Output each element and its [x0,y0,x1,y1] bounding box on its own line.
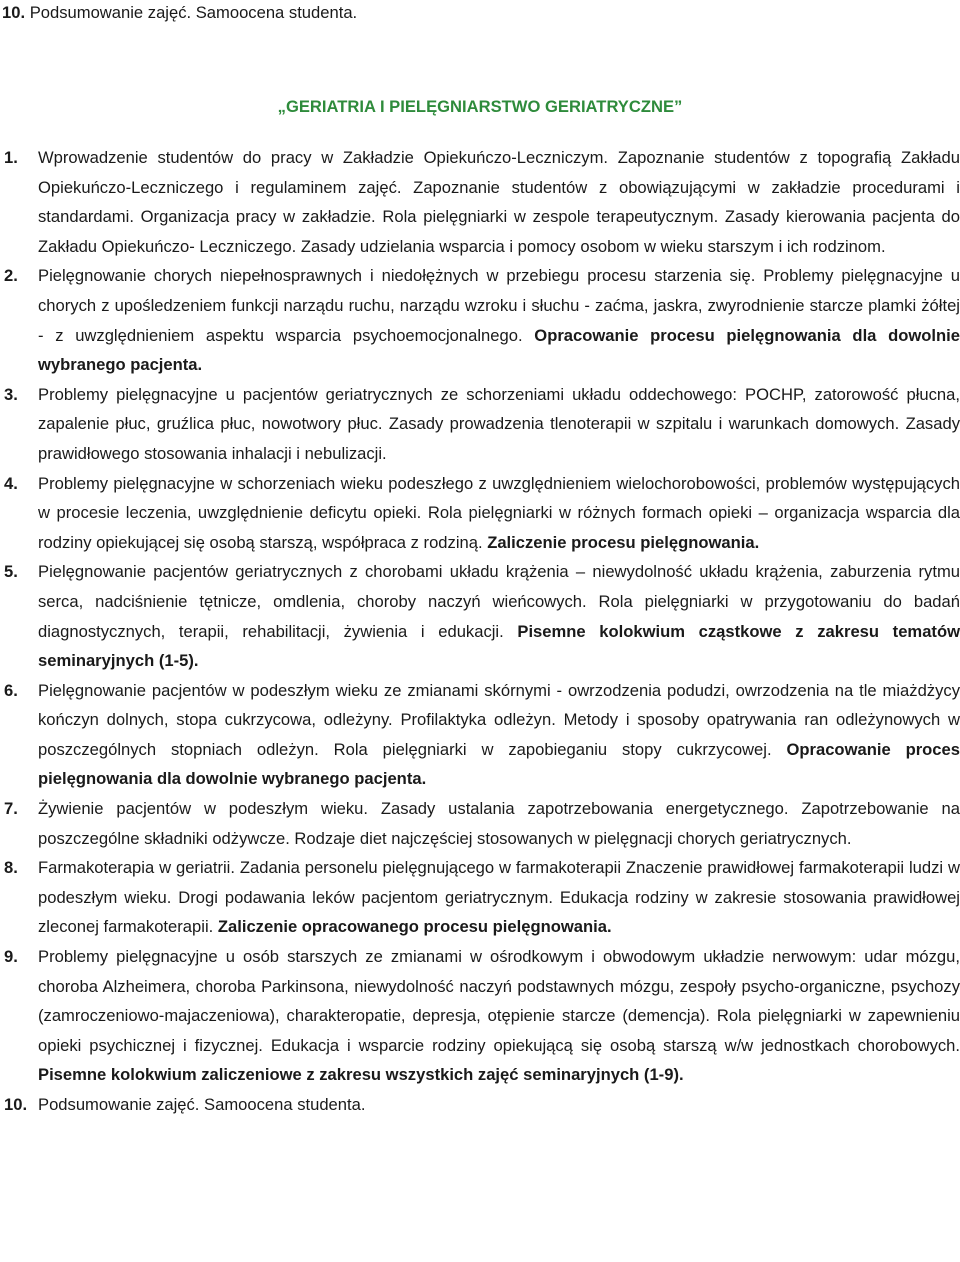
list-item-plain-text: Problemy pielęgnacyjne w schorzeniach wieku podeszłego z uwzględnieniem wielochorobowości, problemów występujących w procesie leczenia, uwzględnienie deficytu opieki. Rola pielęgniarki w różnych formach opieki – organizacja wsparcia dla rodziny opiekującej się osobą starszą, współpraca z rodziną. [38,473,960,552]
list-item-number: 10. [4,1095,28,1114]
list-item-bold-text: Pisemne kolokwium cząstkowe z zakresu tematów seminaryjnych (1-5). [38,621,960,671]
list-item-text [38,942,960,1090]
list-item-number: 4. [4,473,18,493]
list-item-text [38,794,960,853]
list-item-plain-text: Pielęgnowanie chorych niepełnosprawnych i niedołężnych w przebiegu procesu starzenia się. Problemy pielęgnacyjne u chorych z upośledzeniem funkcji narządu ruchu, narządu wzroku i słuchu - zaćma, jaskra, zwyrodnienie starcze plamki żółtej - z uwzględnieniem aspektu wsparcia psychoemocjonalnego. [38,266,960,345]
list-item-plain-text: Żywienie pacjentów w podeszłym wieku. Zasady ustalania zapotrzebowania energetycznego. Zapotrzebowanie na poszczególne składniki odżywcze. Rodzaje diet najczęściej stosowanych w pielęgnacji chorych geriatrycznych. [38,799,960,848]
list-item-text [38,676,960,794]
list-item-number: 5. [4,562,18,582]
list-item [0,380,960,469]
list-item-text [38,557,960,675]
top-section-number: 10. [2,3,26,22]
list-item-text [38,261,960,379]
list-item [0,261,960,379]
top-section-heading [2,0,357,26]
list-item-number: 6. [4,680,18,700]
list-item-plain-text: Problemy pielęgnacyjne u osób starszych ze zmianami w ośrodkowym i obwodowym układzie nerwowym: udar mózgu, choroba Alzheimera, choroba Parkinsona, niewydolność naczyń podstawnych mózgu, zespoły psycho-organiczne, psychozy (zamroczeniowo-majaczeniowa), charakteropatie, depresja, otępienie starcze (demencja). Rola pielęgniarki w zapewnieniu opieki psychicznej i fizycznej. Edukacja i wsparcie rodziny opiekującą się osobą starszą w/w jednostkach chorobowych. [38,947,960,1055]
list-item-plain-text: Problemy pielęgnacyjne u pacjentów geriatrycznych ze schorzeniami układu oddechowego: POCHP, zatorowość płucna, zapalenie płuc, gruźlica płuc, nowotwory płuc. Zasady prowadzenia tlenoterapii w szpitalu i warunkach domowych. Zasady prawidłowego stosowania inhalacji i nebulizacji. [38,384,960,463]
list-item-bold-text: Opracowanie procesu pielęgnowania dla dowolnie wybranego pacjenta. [38,325,960,375]
list-item-number: 7. [4,799,18,819]
list-item-number: 9. [4,947,18,967]
list-item-plain-text: Pielęgnowanie pacjentów geriatrycznych z chorobami układu krążenia – niewydolność układu krążenia, zaburzenia rytmu serca, nadciśnienie tętnicze, omdlenia, choroby naczyń wieńcowych. Rola pielęgniarki w przygotowaniu do badań diagnostycznych, terapii, rehabilitacji, żywienia i edukacji. [38,562,960,641]
list-item-bold-text: Zaliczenie opracowanego procesu pielęgnowania. [217,917,612,937]
list-item [0,676,960,794]
list-item [0,557,960,675]
list-item [0,942,960,1090]
list-item-text [38,380,960,469]
list-item-text [38,1090,960,1120]
document-title: „GERIATRIA I PIELĘGNIARSTWO GERIATRYCZNE” [277,97,683,116]
list-item-plain-text: Farmakoterapia w geriatrii. Zadania personelu pielęgnującego w farmakoterapii Znaczenie prawidłowej farmakoterapii ludzi w podeszłym wieku. Drogi podawania leków pacjentom geriatrycznym. Edukacja rodziny w zakresie stosowania prawidłowej zleconej farmakoterapii. [38,858,960,937]
list-item-bold-text: Pisemne kolokwium zaliczeniowe z zakresu wszystkich zajęć seminaryjnych (1-9). [38,1065,684,1085]
list-item-plain-text: Wprowadzenie studentów do pracy w Zakładzie Opiekuńczo-Leczniczym. Zapoznanie studentów z topografią Zakładu Opiekuńczo-Leczniczego i regulaminem zajęć. Zapoznanie studentów z obowiązującymi w zakładzie procedurami i standardami. Organizacja pracy w zakładzie. Rola pielęgniarki w zespole terapeutycznym. Zasady kierowania pacjenta do Zakładu Opiekuńczo- Leczniczego. Zasady udzielania wsparcia i pomocy osobom w wieku starszym i ich rodzinom. [38,148,960,256]
top-section-text: Podsumowanie zajęć. Samoocena studenta. [29,3,358,22]
list-item-text [38,143,960,261]
list-item [0,794,960,853]
list-item-bold-text: Zaliczenie procesu pielęgnowania. [487,532,760,552]
list-item-plain-text: Pielęgnowanie pacjentów w podeszłym wieku ze zmianami skórnymi - owrzodzenia podudzi, owrzodzenia na tle miażdżycy kończyn dolnych, stopa cukrzycowa, odleżyny. Profilaktyka odleżyn. Metody i sposoby opatrywania ran odleżynowych w poszczególnych stopniach odleżyn. Rola pielęgniarki w zapobieganiu stopy cukrzycowej. [38,680,960,759]
list-item-number: 8. [4,858,18,878]
list-item [0,469,960,558]
list-item-plain-text: Podsumowanie zajęć. Samoocena studenta. [38,1095,366,1114]
list-item [0,853,960,942]
list-item-bold-text: Opracowanie proces pielęgnowania dla dowolnie wybranego pacjenta. [38,739,960,789]
list-item-text [38,469,960,558]
list-item-number: 3. [4,384,18,404]
topic-list [0,143,960,1120]
list-item [0,143,960,261]
list-item [0,1090,960,1120]
list-item-number: 2. [4,266,18,286]
list-item-number: 1. [4,148,18,167]
list-item-text [38,853,960,942]
